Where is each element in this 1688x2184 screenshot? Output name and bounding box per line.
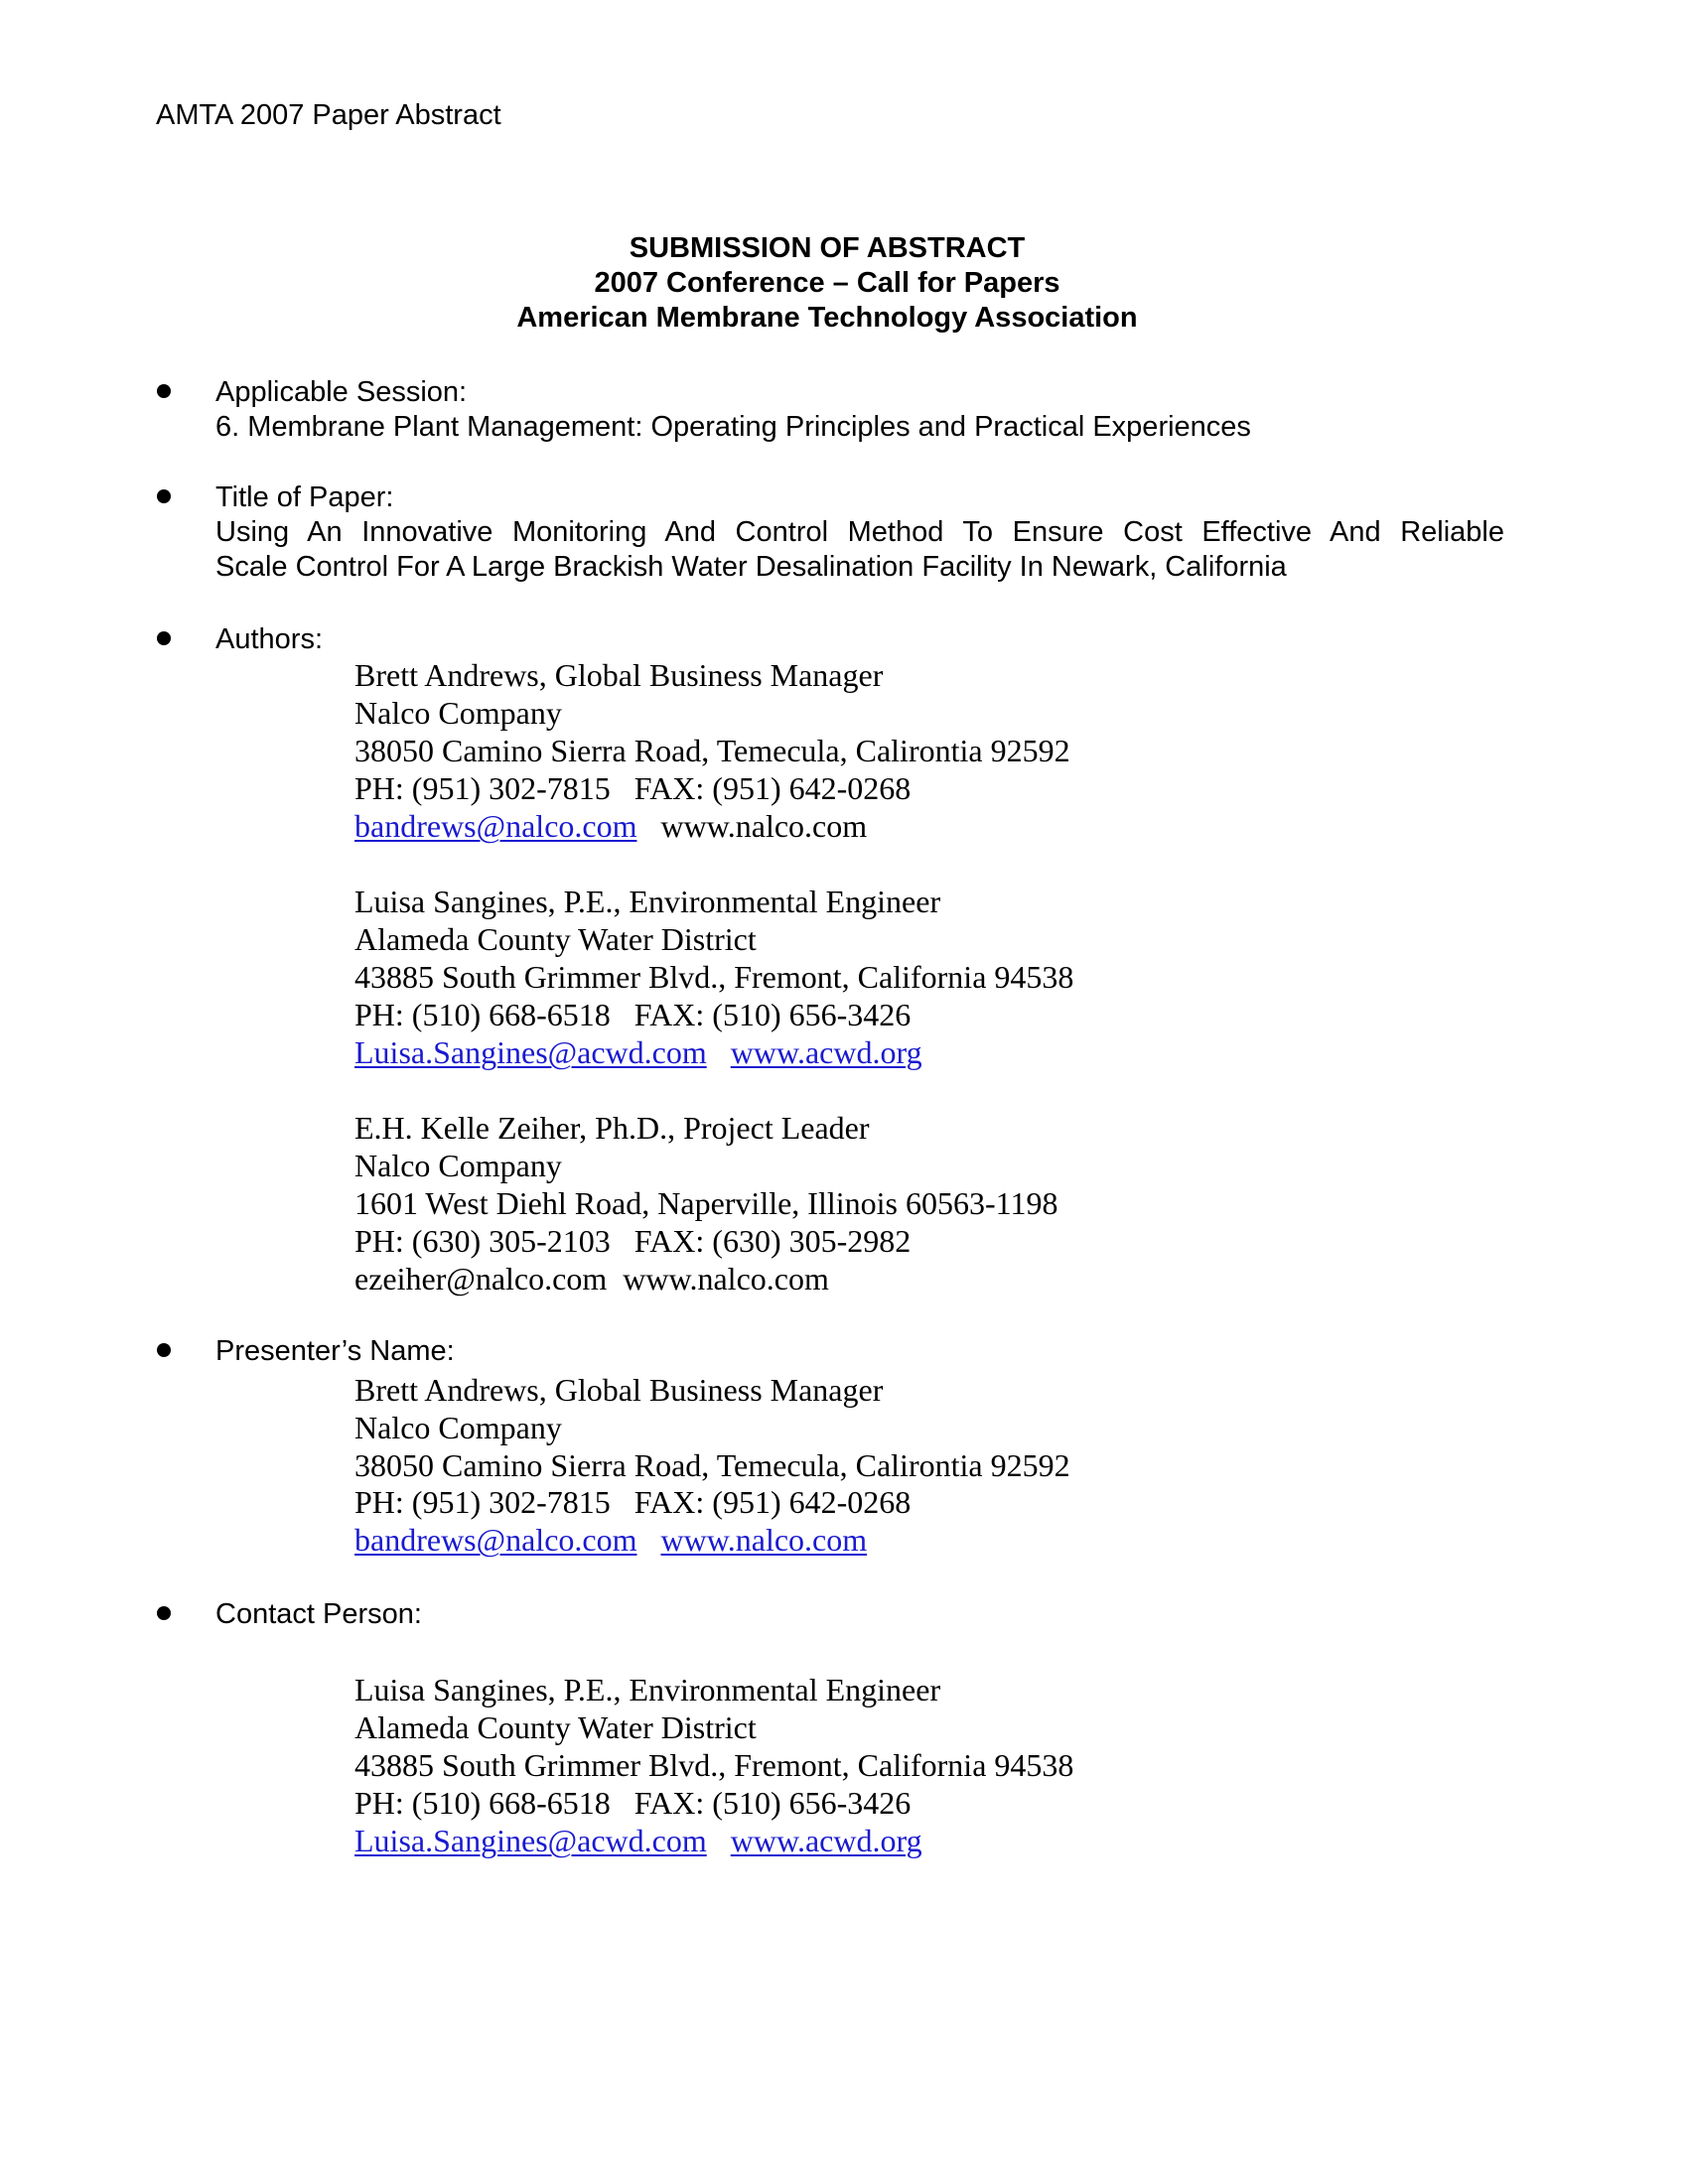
author-address: 43885 South Grimmer Blvd., Fremont, California 94538 — [354, 959, 1074, 995]
presenter-email-link[interactable]: bandrews@nalco.com — [354, 1522, 637, 1558]
author-contact-links — [354, 810, 867, 842]
author-website: www.nalco.com — [660, 808, 868, 844]
contact-name-title: Luisa Sangines, P.E., Environmental Engineer — [354, 1672, 941, 1707]
contact-address: 43885 South Grimmer Blvd., Fremont, California 94538 — [354, 1747, 1074, 1783]
author-address: 38050 Camino Sierra Road, Temecula, Calirontia 92592 — [354, 733, 1070, 768]
heading-association: American Membrane Technology Association — [516, 302, 1138, 334]
author-website-link[interactable]: www.acwd.org — [730, 1034, 922, 1070]
presenter-name-title: Brett Andrews, Global Business Manager — [354, 1372, 884, 1408]
session-value: 6. Membrane Plant Management: Operating Principles and Practical Experiences — [215, 411, 1251, 443]
author-organization: Alameda County Water District — [354, 921, 757, 957]
presenter-organization: Nalco Company — [354, 1410, 562, 1445]
heading-submission: SUBMISSION OF ABSTRACT — [629, 232, 1026, 264]
author-phone-fax: PH: (951) 302-7815 FAX: (951) 642-0268 — [354, 770, 912, 806]
author-email-link[interactable]: bandrews@nalco.com — [354, 808, 637, 844]
presenter-address: 38050 Camino Sierra Road, Temecula, Calirontia 92592 — [354, 1447, 1070, 1483]
contact-organization: Alameda County Water District — [354, 1709, 757, 1745]
author-address: 1601 West Diehl Road, Naperville, Illinois 60563-1198 — [354, 1185, 1058, 1221]
bullet-icon — [157, 1343, 171, 1357]
author-contact-links — [354, 1036, 922, 1068]
contact-contact-links — [354, 1825, 922, 1856]
bullet-icon — [157, 384, 171, 398]
bullet-icon — [157, 1606, 171, 1620]
session-label: Applicable Session: — [215, 376, 468, 408]
heading-conference: 2007 Conference – Call for Papers — [594, 267, 1060, 299]
paper-title-label: Title of Paper: — [215, 481, 394, 513]
presenter-website-link[interactable]: www.nalco.com — [660, 1522, 868, 1558]
author-email-link[interactable]: Luisa.Sangines@acwd.com — [354, 1034, 707, 1070]
author-name-title: Brett Andrews, Global Business Manager — [354, 657, 884, 693]
author-contact-links — [354, 1263, 829, 1295]
authors-label: Authors: — [215, 623, 323, 655]
paper-title-line-1: Using An Innovative Monitoring And Control Method To Ensure Cost Effective And Reliable — [215, 516, 1504, 548]
paper-title-line-2: Scale Control For A Large Brackish Water Desalination Facility In Newark, California — [215, 551, 1287, 583]
bullet-icon — [157, 631, 171, 645]
contact-phone-fax: PH: (510) 668-6518 FAX: (510) 656-3426 — [354, 1785, 912, 1821]
contact-email-link[interactable]: Luisa.Sangines@acwd.com — [354, 1823, 707, 1858]
author-phone-fax: PH: (510) 668-6518 FAX: (510) 656-3426 — [354, 997, 912, 1032]
author-website: www.nalco.com — [623, 1261, 829, 1297]
author-name-title: Luisa Sangines, P.E., Environmental Engineer — [354, 884, 941, 919]
author-phone-fax: PH: (630) 305-2103 FAX: (630) 305-2982 — [354, 1223, 912, 1259]
presenter-label: Presenter’s Name: — [215, 1335, 455, 1367]
author-name-title: E.H. Kelle Zeiher, Ph.D., Project Leader — [354, 1110, 870, 1146]
bullet-icon — [157, 489, 171, 503]
contact-label: Contact Person: — [215, 1598, 422, 1630]
author-organization: Nalco Company — [354, 695, 562, 731]
contact-website-link[interactable]: www.acwd.org — [730, 1823, 922, 1858]
page-header: AMTA 2007 Paper Abstract — [156, 99, 501, 131]
author-organization: Nalco Company — [354, 1148, 562, 1183]
presenter-phone-fax: PH: (951) 302-7815 FAX: (951) 642-0268 — [354, 1484, 912, 1520]
presenter-contact-links — [354, 1524, 867, 1556]
author-email: ezeiher@nalco.com — [354, 1261, 608, 1297]
